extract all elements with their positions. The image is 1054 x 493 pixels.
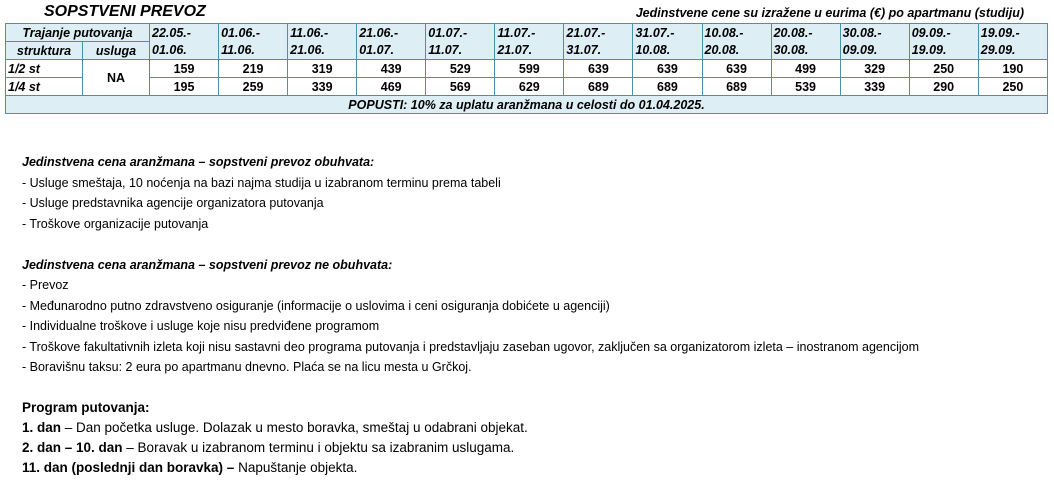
day-label: 11. dan (poslednji dan boravka) – xyxy=(22,460,235,475)
period-from: 09.09.- xyxy=(909,24,978,42)
price-cell: 689 xyxy=(564,78,633,96)
excludes-heading: Jedinstvena cena aranžmana – sopstveni prevoz ne obuhvata: xyxy=(22,257,393,272)
duration-label: Trajanje putovanja xyxy=(6,24,150,42)
period-from: 11.07.- xyxy=(495,24,564,42)
table-header-row-2 xyxy=(6,42,1048,60)
list-item: - Međunarodno putno zdravstveno osiguranje (informacije o uslovima i ceni osiguranja dobićete u agenciji) xyxy=(22,298,610,313)
period-to: 21.06. xyxy=(288,42,357,60)
price-cell: 639 xyxy=(633,60,702,78)
period-to: 20.08. xyxy=(702,42,771,60)
price-cell: 290 xyxy=(909,78,978,96)
period-to: 01.07. xyxy=(357,42,426,60)
list-item: - Prevoz xyxy=(22,278,69,292)
discount-row xyxy=(6,96,1048,114)
includes-heading: Jedinstvena cena aranžmana – sopstveni prevoz obuhvata: xyxy=(22,155,375,169)
period-to: 30.08. xyxy=(771,42,840,60)
price-cell: 250 xyxy=(909,60,978,78)
price-cell: 259 xyxy=(219,78,288,96)
price-cell: 159 xyxy=(150,60,219,78)
price-cell: 689 xyxy=(702,78,771,96)
day-text: Napuštanje objekta. xyxy=(234,460,358,475)
price-cell: 499 xyxy=(771,60,840,78)
travel-program xyxy=(22,398,1042,478)
price-cell: 339 xyxy=(840,78,909,96)
period-from: 20.08.- xyxy=(771,24,840,42)
list-item: - Troškove fakultativnih izleta koji nisu sastavni deo programa putovanja i predstavljaju zaseban ugovor, zaključen sa organizatorom izleta – inostranom agencijom xyxy=(22,339,920,354)
table-row xyxy=(6,78,1048,96)
period-to: 11.06. xyxy=(219,42,288,60)
price-cell: 319 xyxy=(288,60,357,78)
price-cell: 639 xyxy=(564,60,633,78)
price-cell: 529 xyxy=(426,60,495,78)
price-cell: 469 xyxy=(357,78,426,96)
discount-note: POPUSTI: 10% za uplatu aranžmana u celosti do 01.04.2025. xyxy=(6,96,1048,114)
period-to: 01.06. xyxy=(150,42,219,60)
price-note: Jedinstvene cene su izražene u eurima (€) po apartmanu (studiju) xyxy=(635,6,1024,20)
list-item: - Boravišnu taksu: 2 eura po apartmanu dnevno. Plaća se na licu mesta u Grčkoj. xyxy=(22,360,472,374)
price-cell: 195 xyxy=(150,78,219,96)
period-from: 30.08.- xyxy=(840,24,909,42)
price-cell: 629 xyxy=(495,78,564,96)
page-title: SOPSTVENI PREVOZ xyxy=(44,3,206,20)
arrangement-details xyxy=(22,152,1042,478)
price-cell: 639 xyxy=(702,60,771,78)
service-cell: NA xyxy=(83,60,150,96)
price-cell: 339 xyxy=(288,78,357,96)
table-header-row-1 xyxy=(6,24,1048,42)
period-from: 31.07.- xyxy=(633,24,702,42)
period-from: 01.06.- xyxy=(219,24,288,42)
list-item: - Individualne troškove i usluge koje nisu predviđene programom xyxy=(22,319,380,333)
day-label: 1. dan xyxy=(22,420,62,435)
price-cell: 689 xyxy=(633,78,702,96)
program-day xyxy=(22,418,1042,438)
table-row xyxy=(6,60,1048,78)
price-cell: 250 xyxy=(978,78,1047,96)
period-from: 21.06.- xyxy=(357,24,426,42)
list-item: - Usluge predstavnika agencije organizatora putovanja xyxy=(22,196,324,210)
program-heading: Program putovanja: xyxy=(22,400,150,415)
period-from: 19.09.- xyxy=(978,24,1047,42)
structure-cell: 1/4 st xyxy=(6,78,83,96)
program-day xyxy=(22,438,1042,458)
price-cell: 539 xyxy=(771,78,840,96)
program-day xyxy=(22,458,1042,478)
price-cell: 569 xyxy=(426,78,495,96)
period-to: 10.08. xyxy=(633,42,702,60)
structure-cell: 1/2 st xyxy=(6,60,83,78)
price-cell: 439 xyxy=(357,60,426,78)
price-cell: 329 xyxy=(840,60,909,78)
price-cell: 599 xyxy=(495,60,564,78)
period-to: 19.09. xyxy=(909,42,978,60)
period-from: 10.08.- xyxy=(702,24,771,42)
period-to: 09.09. xyxy=(840,42,909,60)
structure-label: struktura xyxy=(6,42,83,60)
period-from: 01.07.- xyxy=(426,24,495,42)
service-label: usluga xyxy=(83,42,150,60)
list-item: - Usluge smeštaja, 10 noćenja na bazi najma studija u izabranom terminu prema tabeli xyxy=(22,175,501,190)
period-to: 31.07. xyxy=(564,42,633,60)
day-text: – Boravak u izabranom terminu i objektu sa izabranim uslugama. xyxy=(122,440,515,455)
period-from: 11.06.- xyxy=(288,24,357,42)
period-from: 22.05.- xyxy=(150,24,219,42)
list-item: - Troškove organizacije putovanja xyxy=(22,216,209,231)
day-text: – Dan početka usluge. Dolazak u mesto boravka, smeštaj u odabrani objekat. xyxy=(61,420,528,435)
price-cell: 190 xyxy=(978,60,1047,78)
period-to: 21.07. xyxy=(495,42,564,60)
day-label: 2. dan – 10. dan xyxy=(22,440,123,455)
price-cell: 219 xyxy=(219,60,288,78)
period-to: 11.07. xyxy=(426,42,495,60)
period-to: 29.09. xyxy=(978,42,1047,60)
price-table xyxy=(5,23,1048,114)
period-from: 21.07.- xyxy=(564,24,633,42)
